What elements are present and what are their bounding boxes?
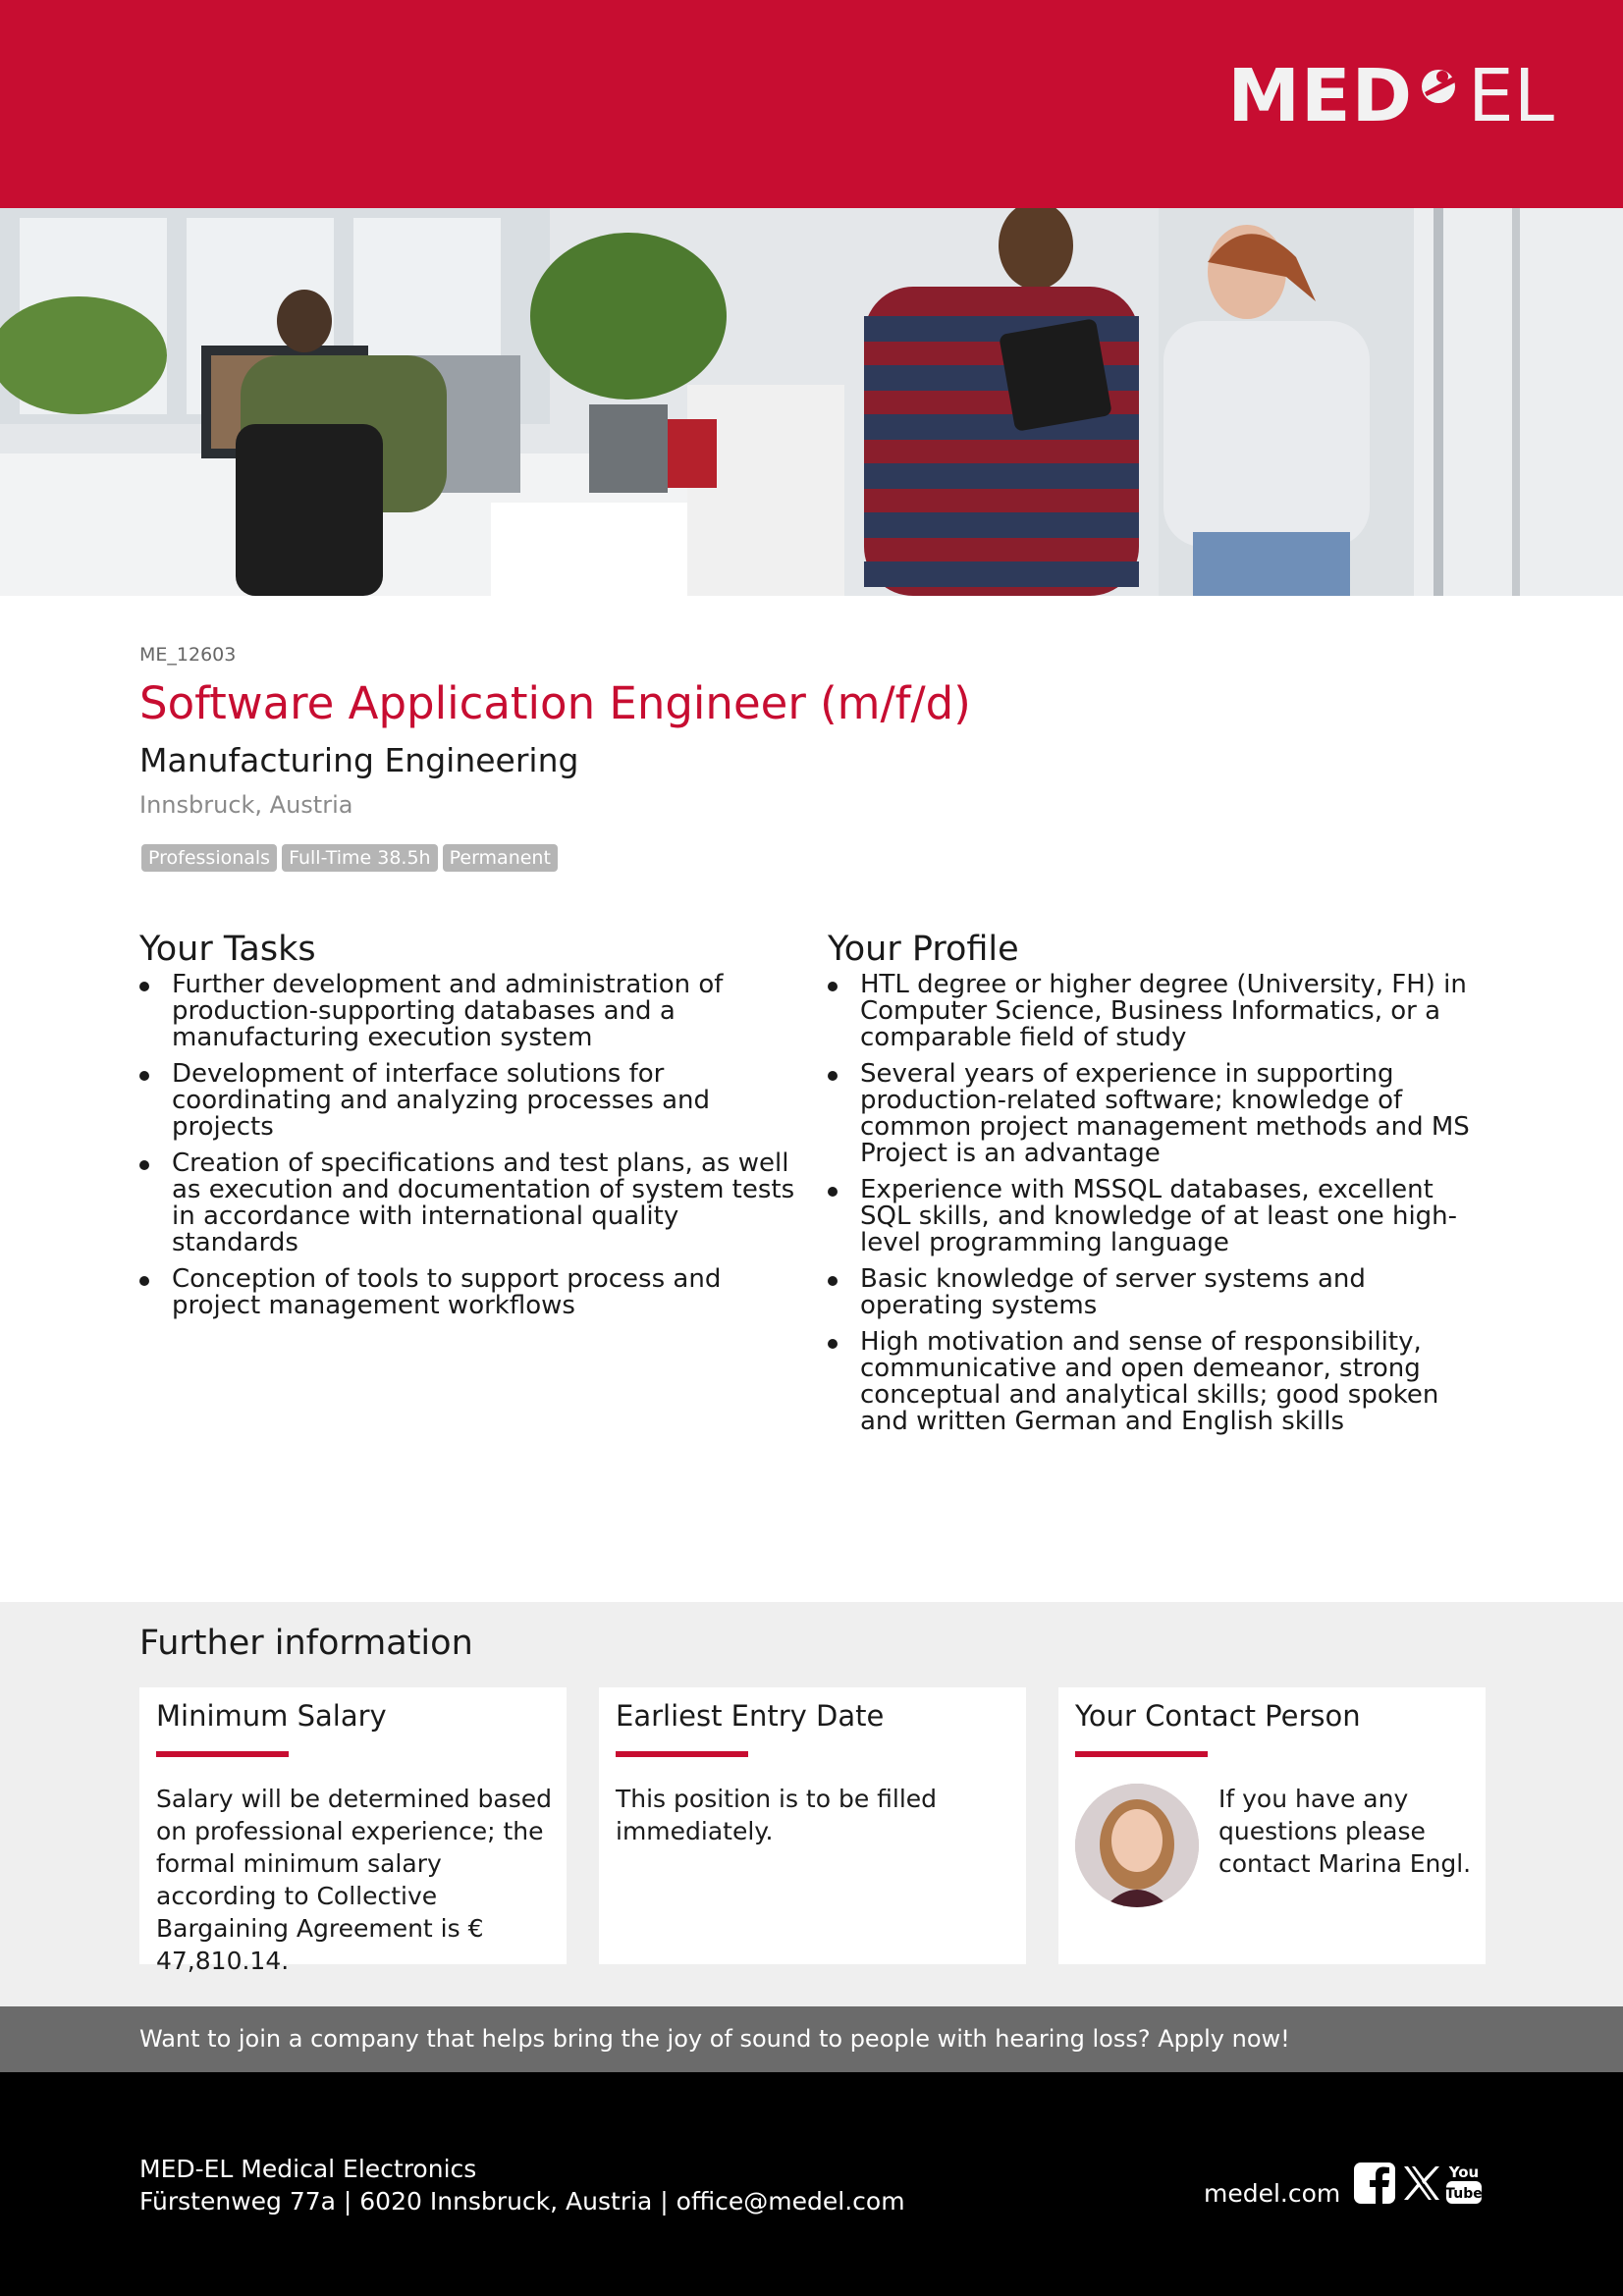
medel-logo (1227, 54, 1554, 138)
list-item: Experience with MSSQL databases, excellent SQL skills, and knowledge of at least one high-level programming language (828, 1177, 1484, 1256)
list-item: Further development and administration of production-supporting databases and a manufacturing execution system (139, 972, 797, 1051)
apply-banner-text: Want to join a company that helps bring the joy of sound to people with hearing loss? Apply now! (139, 2025, 1290, 2053)
job-reference: ME_12603 (139, 644, 237, 666)
profile-section (828, 929, 1484, 1445)
contact-photo-image (1075, 1784, 1199, 1907)
logo-dot-icon (1419, 63, 1458, 106)
accent-divider (1075, 1751, 1208, 1757)
footer-company: MED-EL Medical Electronics (139, 2155, 477, 2183)
card-text: Salary will be determined based on professional experience; the formal minimum salary according to Collective Bargaining Agreement is € 47,810.14. (156, 1785, 552, 1975)
contact-card (1058, 1687, 1486, 1964)
contact-avatar (1075, 1784, 1199, 1907)
entry-date-card (599, 1687, 1026, 1964)
header-bar (0, 0, 1623, 208)
tag-badge: Permanent (443, 844, 558, 872)
facebook-icon[interactable] (1353, 2161, 1396, 2206)
list-item: Development of interface solutions for coordinating and analyzing processes and projects (139, 1061, 797, 1141)
hero-photo (0, 208, 1623, 596)
footer-website-link[interactable]: medel.com (1204, 2179, 1341, 2208)
further-heading: Further information (139, 1624, 473, 1663)
office-scene-image (0, 208, 1623, 596)
svg-text:You: You (1448, 2163, 1480, 2181)
card-text: If you have any questions please contact Marina Engl. (1218, 1785, 1472, 1878)
list-item: Creation of specifications and test plans, as well as execution and documentation of system tests in accordance with international quality standards (139, 1150, 797, 1256)
youtube-icon[interactable] (1445, 2161, 1483, 2206)
profile-heading: Your Profile (828, 930, 1019, 969)
svg-text:Tube: Tube (1445, 2186, 1483, 2202)
job-tags (141, 844, 558, 872)
list-item: Several years of experience in supporting production-related software; knowledge of common project management methods and MS Project is an advantage (828, 1061, 1484, 1167)
card-title: Earliest Entry Date (616, 1699, 885, 1733)
card-text: This position is to be filled immediately. (616, 1785, 938, 1845)
tag-badge: Professionals (141, 844, 277, 872)
tasks-heading: Your Tasks (139, 930, 316, 969)
accent-divider (156, 1751, 289, 1757)
tag-badge: Full-Time 38.5h (282, 844, 438, 872)
logo-text-left: MED (1227, 54, 1414, 138)
salary-card (139, 1687, 567, 1975)
logo-text-right: EL (1468, 54, 1554, 138)
accent-divider (616, 1751, 748, 1757)
job-location: Innsbruck, Austria (139, 791, 353, 819)
list-item: Basic knowledge of server systems and operating systems (828, 1266, 1484, 1319)
tasks-section (139, 929, 797, 1329)
footer-address: Fürstenweg 77a | 6020 Innsbruck, Austria | office@medel.com (139, 2187, 905, 2216)
job-department: Manufacturing Engineering (139, 741, 579, 779)
card-title: Your Contact Person (1075, 1699, 1361, 1733)
profile-list (828, 972, 1484, 1435)
card-title: Minimum Salary (156, 1699, 387, 1733)
further-information-section (0, 1602, 1623, 2006)
footer (0, 2072, 1623, 2296)
list-item: Conception of tools to support process and project management workflows (139, 1266, 797, 1319)
list-item: High motivation and sense of responsibility, communicative and open demeanor, strong conceptual and analytical skills; good spoken and written German and English skills (828, 1329, 1484, 1435)
list-item: HTL degree or higher degree (University, FH) in Computer Science, Business Informatics, or a comparable field of study (828, 972, 1484, 1051)
tasks-list (139, 972, 797, 1319)
x-icon[interactable] (1400, 2161, 1443, 2206)
job-title: Software Application Engineer (m/f/d) (139, 677, 971, 729)
apply-banner (0, 2006, 1623, 2072)
